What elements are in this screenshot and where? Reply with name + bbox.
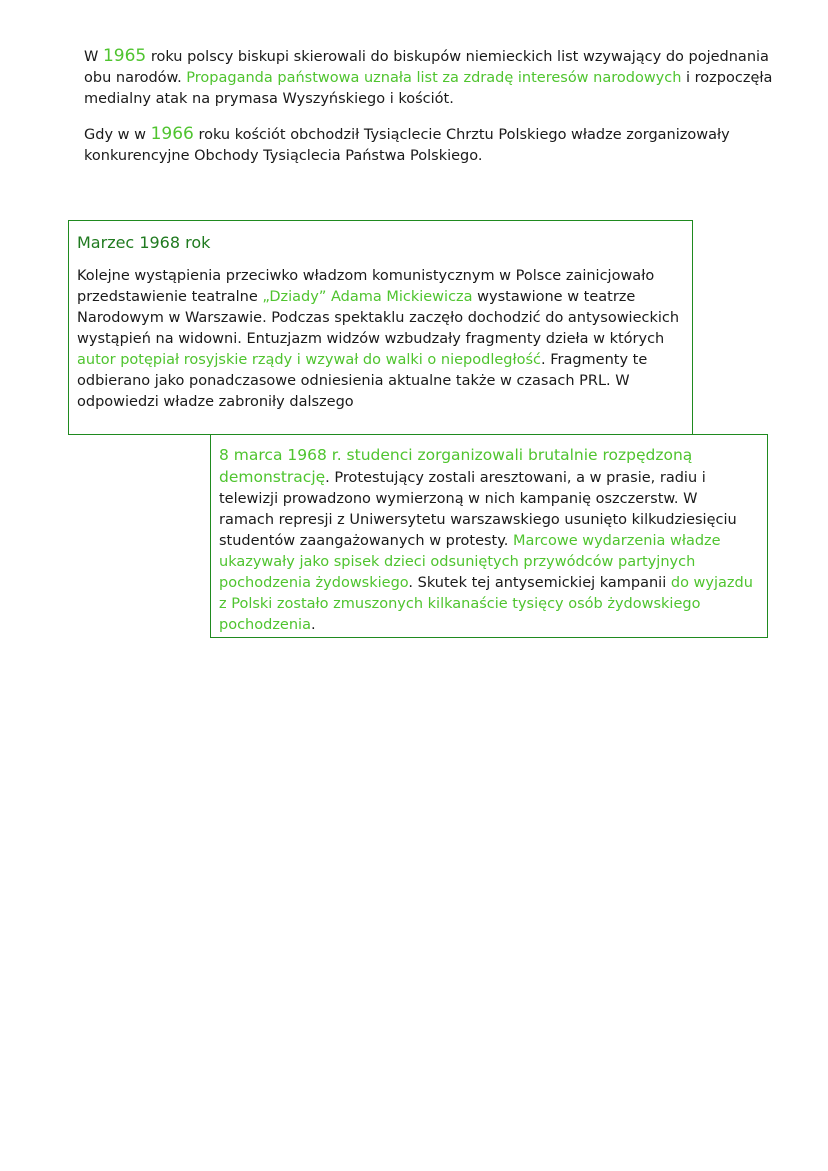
highlight-text: „Dziady” Adama Mickiewicza (262, 289, 473, 305)
year-1965: 1965 (102, 46, 147, 66)
text: roku kościót obchodził Tysiąclecie Chrztu Polskiego władze zorganizowały konkurencyjne Obchody Tysiąclecia Państwa Polskiego. (84, 127, 730, 164)
text: . Protestujący zostali aresztowani, a w prasie, radiu i telewizji prowadzono wymierzoną w nich kampanię oszczerstw. W ramach represji z Uniwersytetu warszawskiego usunięto kilkudziesięciu studentów zaangażowanych w protesty. (219, 470, 737, 549)
highlight-text: 8 marca 1968 r. studenci zorganizowali brutalnie rozpędzoną demonstrację (219, 446, 693, 486)
text: Gdy w w (84, 127, 151, 143)
box-title: Marzec 1968 rok (77, 233, 211, 252)
intro-paragraph-1965 (84, 46, 794, 110)
intro-paragraph-1966 (84, 124, 764, 167)
box-body (77, 266, 680, 413)
text: Kolejne wystąpienia przeciwko władzom komunistycznym w Polsce zainicjowało przedstawienie teatralne (77, 268, 655, 305)
highlight-text: do wyjazdu z Polski zostało zmuszonych kilkanaście tysięcy osób żydowskiego pochodzenia (219, 575, 753, 633)
highlight-text: autor potępiał rosyjskie rządy i wzywał do walki o niepodległość (77, 352, 541, 368)
box-body (219, 445, 755, 636)
highlight-text: Propaganda państwowa uznała list za zdradę interesów narodowych (186, 70, 682, 86)
year-1966: 1966 (150, 124, 194, 144)
text: . (310, 617, 316, 633)
text: roku polscy biskupi skierowali do biskupów niemieckich list wzywający do pojednania obu narodów. (84, 49, 769, 86)
text: W (84, 49, 103, 65)
box-march-8-demonstration (210, 434, 768, 638)
text: . Skutek tej antysemickiej kampanii (408, 575, 671, 591)
text: . Fragmenty te odbierano jako ponadczasowe odniesienia aktualne także w czasach PRL. W odpowiedzi władze zabroniły dalszego (77, 352, 648, 410)
text: i rozpoczęła medialny atak na prymasa Wyszyńskiego i kościót. (84, 70, 773, 107)
box-march-1968 (68, 220, 693, 435)
highlight-text: Marcowe wydarzenia władze ukazywały jako spisek dzieci odsuniętych przywódców partyjnych pochodzenia żydowskiego (219, 533, 721, 591)
text: wystawione w teatrze Narodowym w Warszawie. Podczas spektaklu zaczęło dochodzić do antysowieckich wystąpień na widowni. Entuzjazm widzów wzbudzały fragmenty dzieła w których (77, 289, 680, 347)
